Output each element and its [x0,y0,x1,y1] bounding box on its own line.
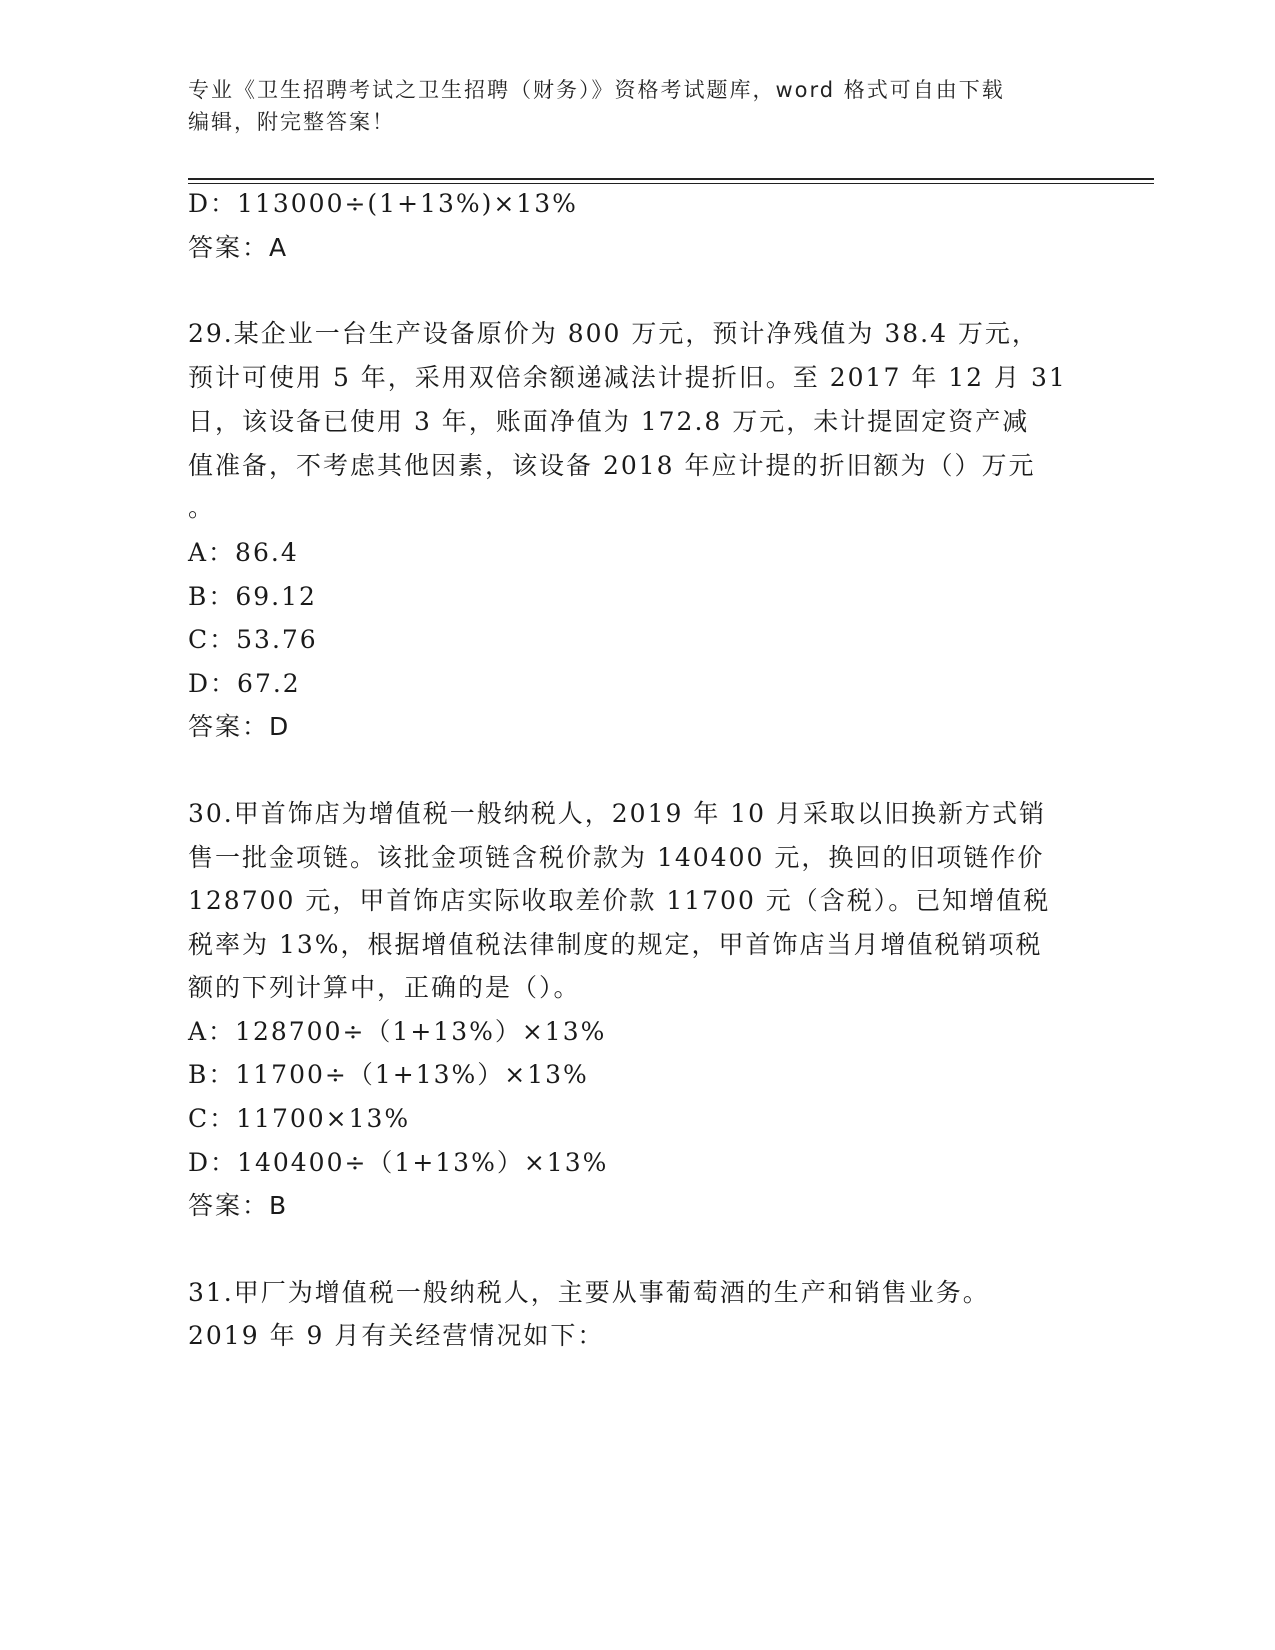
q29-option-c: C：53.76 [188,625,318,654]
q30-text-line-3: 128700 元，甲首饰店实际收取差价款 11700 元（含税）。已知增值税 [188,886,1051,915]
q29-answer: 答案：D [188,712,291,741]
q29-option-a: A：86.4 [188,538,299,567]
q29-text-line-2: 预计可使用 5 年，采用双倍余额递减法计提折旧。至 2017 年 12 月 31 [188,363,1067,392]
q29-text-line-5: 。 [188,493,216,522]
q30-option-a: A：128700÷（1+13%）×13% [188,1017,607,1046]
q29-text-line-3: 日，该设备已使用 3 年，账面净值为 172.8 万元，未计提固定资产减 [188,407,1030,436]
header-divider-thick [188,178,1154,180]
q29-option-b: B：69.12 [188,582,317,611]
q31-text-line-1: 31.甲厂为增值税一般纳税人，主要从事葡萄酒的生产和销售业务。 [188,1278,990,1307]
header-divider-thin [188,183,1154,184]
q29-text-line-4: 值准备，不考虑其他因素，该设备 2018 年应计提的折旧额为（）万元 [188,451,1036,480]
q30-text-line-4: 税率为 13%，根据增值税法律制度的规定，甲首饰店当月增值税销项税 [188,930,1043,959]
header-line-1: 专业《卫生招聘考试之卫生招聘（财务）》资格考试题库，word 格式可自由下载 [188,78,1005,102]
q30-answer: 答案：B [188,1191,289,1220]
page-header [188,74,1078,138]
q28-option-d: D：113000÷(1+13%)×13% [188,189,578,218]
q29-text-line-1: 29.某企业一台生产设备原价为 800 万元，预计净残值为 38.4 万元， [188,319,1039,348]
q30-option-c: C：11700×13% [188,1104,411,1133]
q29-option-d: D：67.2 [188,669,301,698]
q30-text-line-1: 30.甲首饰店为增值税一般纳税人，2019 年 10 月采取以旧换新方式销 [188,799,1047,828]
q28-answer: 答案：A [188,233,289,262]
q31-text-line-2: 2019 年 9 月有关经营情况如下： [188,1321,605,1350]
q30-text-line-5: 额的下列计算中，正确的是（）。 [188,973,581,1002]
q30-text-line-2: 售一批金项链。该批金项链含税价款为 140400 元，换回的旧项链作价 [188,843,1045,872]
q30-option-d: D：140400÷（1+13%）×13% [188,1148,609,1177]
q30-option-b: B：11700÷（1+13%）×13% [188,1060,589,1089]
header-line-2: 编辑，附完整答案！ [188,110,395,134]
